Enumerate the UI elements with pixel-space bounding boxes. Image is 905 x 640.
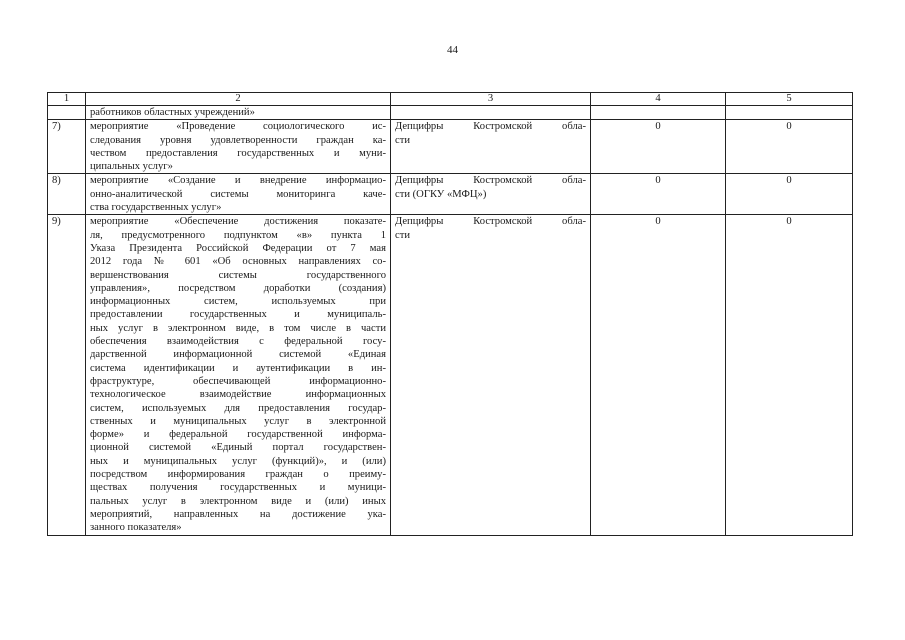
value-col5: 0 xyxy=(726,215,853,535)
measure-description-line: фраструктуре, обеспечивающей информационно- xyxy=(90,375,386,387)
executor-line: сти xyxy=(395,134,411,146)
row-number: 8) xyxy=(48,174,86,215)
measure-description-line: ля, предусмотренного подпунктом «в» пункта 1 xyxy=(90,229,386,241)
value-col4: 0 xyxy=(591,215,726,535)
value-col5: 0 xyxy=(726,120,853,174)
executor-line: сти (ОГКУ «МФЦ») xyxy=(395,188,487,200)
measure-description-line: чеством предоставления государственных и муни- xyxy=(90,147,386,159)
value-col4: 0 xyxy=(591,120,726,174)
header-col-3: 3 xyxy=(391,93,591,106)
measure-description-line: мероприятие «Проведение социологического ис- xyxy=(90,121,386,133)
measure-description-cell xyxy=(86,174,391,215)
measure-description-line: форме» и федеральной государственной информа- xyxy=(90,429,386,441)
measure-description-line: посредством информирования граждан о преиму- xyxy=(90,469,386,481)
document-table xyxy=(47,92,853,536)
continuation-text: работников областных учреждений» xyxy=(86,106,391,120)
measure-description-line: ционной системой «Единый портал государствен- xyxy=(90,442,386,454)
header-col-5: 5 xyxy=(726,93,853,106)
continuation-row xyxy=(48,106,853,120)
measure-description-line: ных услуг в электронном виде, в том числе в части xyxy=(90,322,386,334)
measure-description-line: ципальных услуг» xyxy=(90,161,173,173)
measure-description-line: следования уровня удовлетворенности граждан ка- xyxy=(90,134,386,146)
measure-description-line: дарственной информационной системой «Единая xyxy=(90,349,386,361)
row-number: 9) xyxy=(48,215,86,535)
executor-line: Депцифры Костромской обла- xyxy=(395,216,586,228)
measure-description-line: пальных услуг в электронном виде и (или) иных xyxy=(90,495,386,507)
measure-description-line: 2012 года № 601 «Об основных направлениях со- xyxy=(90,256,386,268)
header-col-2: 2 xyxy=(86,93,391,106)
row-number: 7) xyxy=(48,120,86,174)
measure-description-line: технологическое взаимодействие информационных xyxy=(90,389,386,401)
measure-description-line: занного показателя» xyxy=(90,522,182,534)
measure-description-line: ных и муниципальных услуг (функций)», и (или) xyxy=(90,455,386,467)
measure-description-cell xyxy=(86,215,391,535)
table-header-row xyxy=(48,93,853,106)
continuation-col4-cell xyxy=(591,106,726,120)
measure-description-line: мероприятие «Создание и внедрение информацио- xyxy=(90,175,386,187)
table-row xyxy=(48,120,853,174)
header-col-4: 4 xyxy=(591,93,726,106)
executor-cell xyxy=(391,215,591,535)
executor-line: сти xyxy=(395,229,411,241)
executor-cell xyxy=(391,120,591,174)
table-row xyxy=(48,174,853,215)
measure-description-line: управления», посредством доработки (создания) xyxy=(90,282,386,294)
measure-description-cell xyxy=(86,120,391,174)
continuation-col5-cell xyxy=(726,106,853,120)
header-col-1: 1 xyxy=(48,93,86,106)
page-number: 44 xyxy=(447,44,458,56)
measure-description-line: предоставлении государственных и муниципаль- xyxy=(90,309,386,321)
measure-description-line: обеспечения взаимодействия с федеральной госу- xyxy=(90,336,386,348)
measure-description-line: мероприятий, направленных на достижение ука- xyxy=(90,508,386,520)
measure-description-line: вершенствования системы государственного xyxy=(90,269,386,281)
table-row xyxy=(48,215,853,535)
measure-description-line: информационных систем, используемых при xyxy=(90,296,386,308)
continuation-num-cell xyxy=(48,106,86,120)
measure-description-line: ственных и муниципальных услуг в электронной xyxy=(90,415,386,427)
measure-description-line: систем, используемых для предоставления государ- xyxy=(90,402,386,414)
value-col4: 0 xyxy=(591,174,726,215)
measure-description-line: ществах получения государственных и муници- xyxy=(90,482,386,494)
value-col5: 0 xyxy=(726,174,853,215)
measure-description-line: Указа Президента Российской Федерации от 7 мая xyxy=(90,242,386,254)
executor-line: Депцифры Костромской обла- xyxy=(395,175,586,187)
measure-description-line: ства государственных услуг» xyxy=(90,202,222,214)
measure-description-line: мероприятие «Обеспечение достижения показате- xyxy=(90,216,386,228)
continuation-executor-cell xyxy=(391,106,591,120)
measure-description-line: система идентификации и аутентификации в ин- xyxy=(90,362,386,374)
measure-description-line: онно-аналитической системы мониторинга каче- xyxy=(90,188,386,200)
executor-line: Депцифры Костромской обла- xyxy=(395,121,586,133)
executor-cell xyxy=(391,174,591,215)
